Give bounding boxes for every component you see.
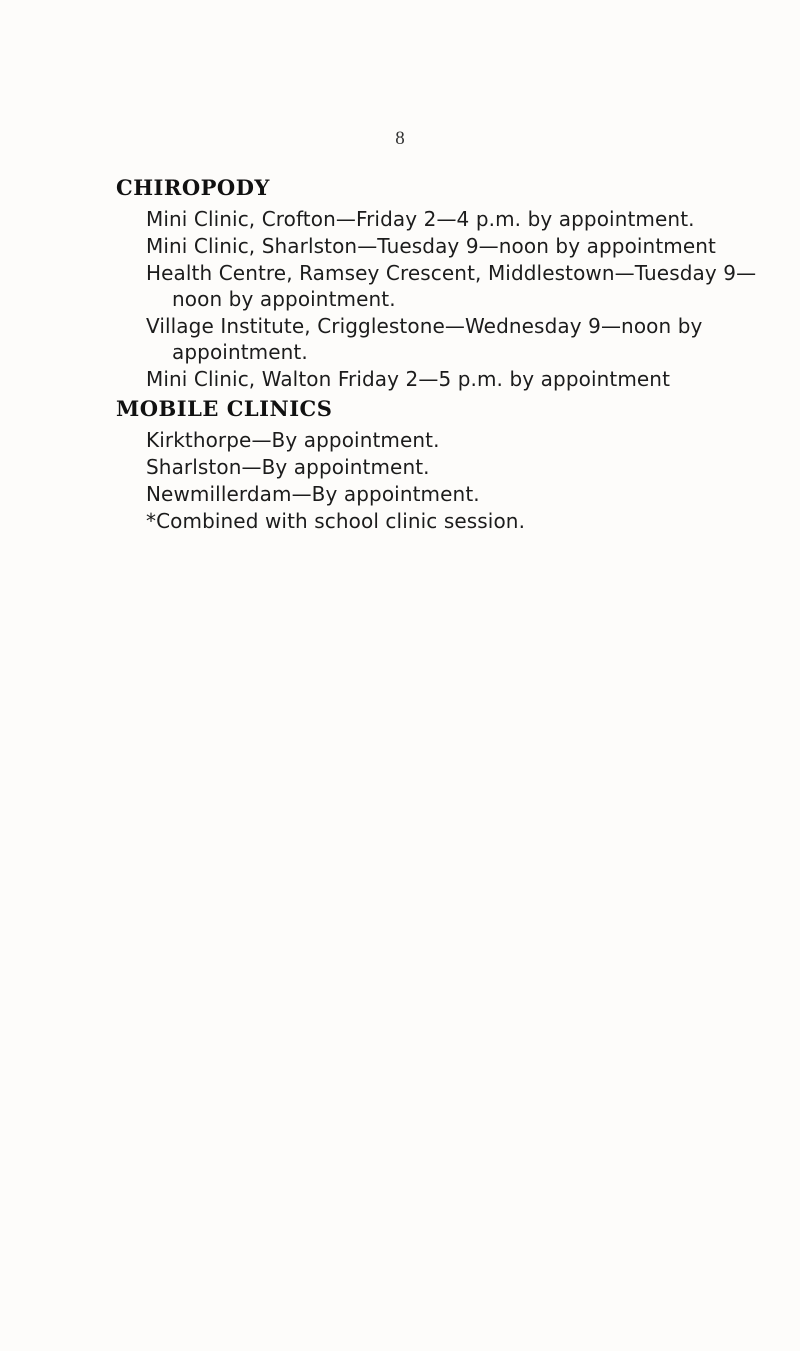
mobile-clinics-note: *Combined with school clinic session. <box>146 509 526 533</box>
chiropody-entry-walton: Mini Clinic, Walton Friday 2—5 p.m. by appointment <box>146 367 671 391</box>
chiropody-list <box>116 206 776 392</box>
mobile-clinics-section <box>116 395 776 535</box>
chiropody-entry-middlestown: Health Centre, Ramsey Crescent, Middlestown—Tuesday 9—noon by appointment. <box>146 261 757 311</box>
chiropody-heading: CHIROPODY <box>116 175 270 200</box>
chiropody-entry-crigglestone: Village Institute, Crigglestone—Wednesday 9—noon by appointment. <box>146 314 703 364</box>
chiropody-entry-crofton: Mini Clinic, Crofton—Friday 2—4 p.m. by appointment. <box>146 207 695 231</box>
chiropody-entry-sharlston: Mini Clinic, Sharlston—Tuesday 9—noon by appointment <box>146 234 716 258</box>
mobile-entry-sharlston: Sharlston—By appointment. <box>146 455 430 479</box>
mobile-clinics-heading: MOBILE CLINICS <box>116 396 333 421</box>
mobile-clinics-list <box>116 427 776 534</box>
mobile-entry-kirkthorpe: Kirkthorpe—By appointment. <box>146 428 440 452</box>
chiropody-section <box>116 174 776 393</box>
mobile-entry-newmillerdam: Newmillerdam—By appointment. <box>146 482 480 506</box>
page-number: 8 <box>395 128 405 149</box>
